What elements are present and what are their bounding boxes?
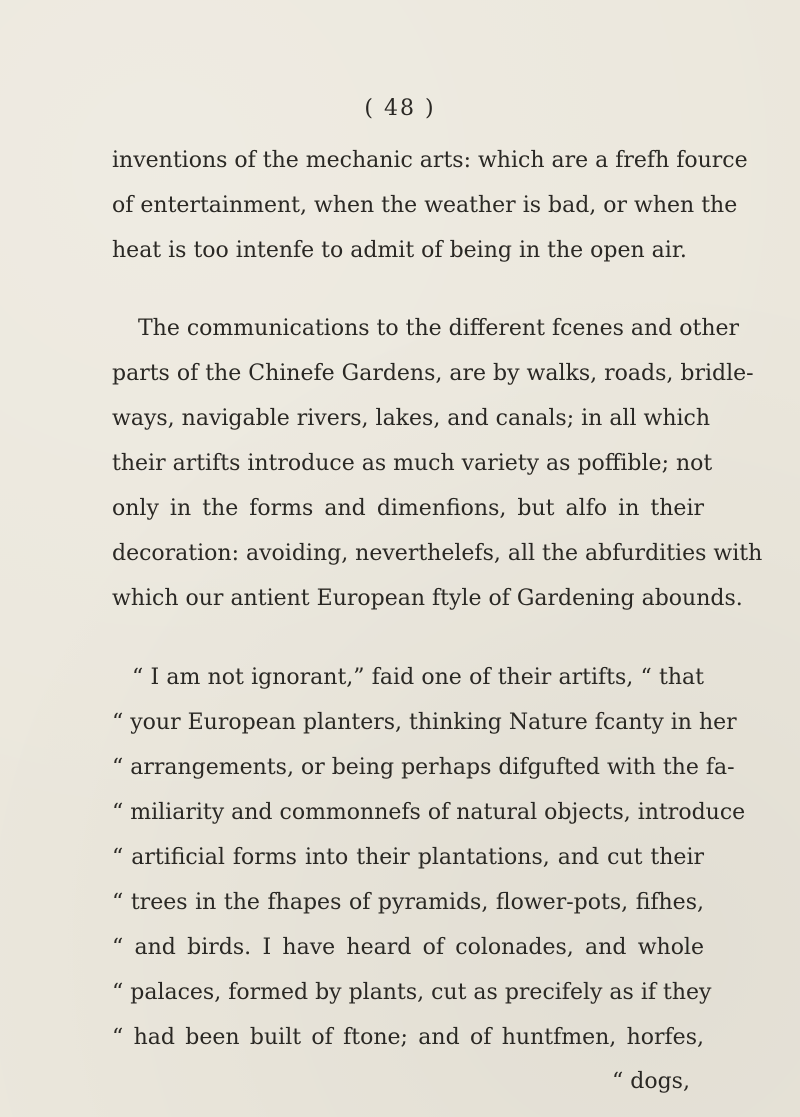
text-line: “ and birds. I have heard of colonades, and whole <box>112 935 704 960</box>
text-line: ways, navigable rivers, lakes, and canals; in all which <box>112 406 711 431</box>
catchword: “ dogs, <box>612 1069 690 1094</box>
text-line: of entertainment, when the weather is bad, or when the <box>112 193 738 218</box>
text-line: inventions of the mechanic arts: which are a frefh fource <box>112 148 748 173</box>
text-line: parts of the Chinefe Gardens, are by walks, roads, bridle- <box>112 361 754 386</box>
text-line: “ arrangements, or being perhaps difgufted with the fa- <box>112 755 735 780</box>
text-line: heat is too intenfe to admit of being in the open air. <box>112 238 687 263</box>
text-line: “ had been built of ftone; and of huntfmen, horfes, <box>112 1025 704 1050</box>
text-line: “ your European planters, thinking Nature fcanty in her <box>112 710 737 735</box>
text-line: decoration: avoiding, neverthelefs, all the abfurdities with <box>112 541 763 566</box>
text-line: “ palaces, formed by plants, cut as precifely as if they <box>112 980 712 1005</box>
text-line: which our antient European ftyle of Gardening abounds. <box>112 586 743 611</box>
text-line: “ I am not ignorant,” faid one of their artifts, “ that <box>132 665 704 690</box>
text-line: “ miliarity and commonnefs of natural objects, introduce <box>112 800 746 825</box>
page-number: ( 48 ) <box>364 96 436 121</box>
text-line: The communications to the different fcenes and other <box>138 316 740 341</box>
text-line: only in the forms and dimenfions, but alfo in their <box>112 496 704 521</box>
text-line: “ artificial forms into their plantations, and cut their <box>112 845 704 870</box>
text-line: “ trees in the fhapes of pyramids, flower-pots, fifhes, <box>112 890 704 915</box>
text-line: their artifts introduce as much variety as poffible; not <box>112 451 713 476</box>
